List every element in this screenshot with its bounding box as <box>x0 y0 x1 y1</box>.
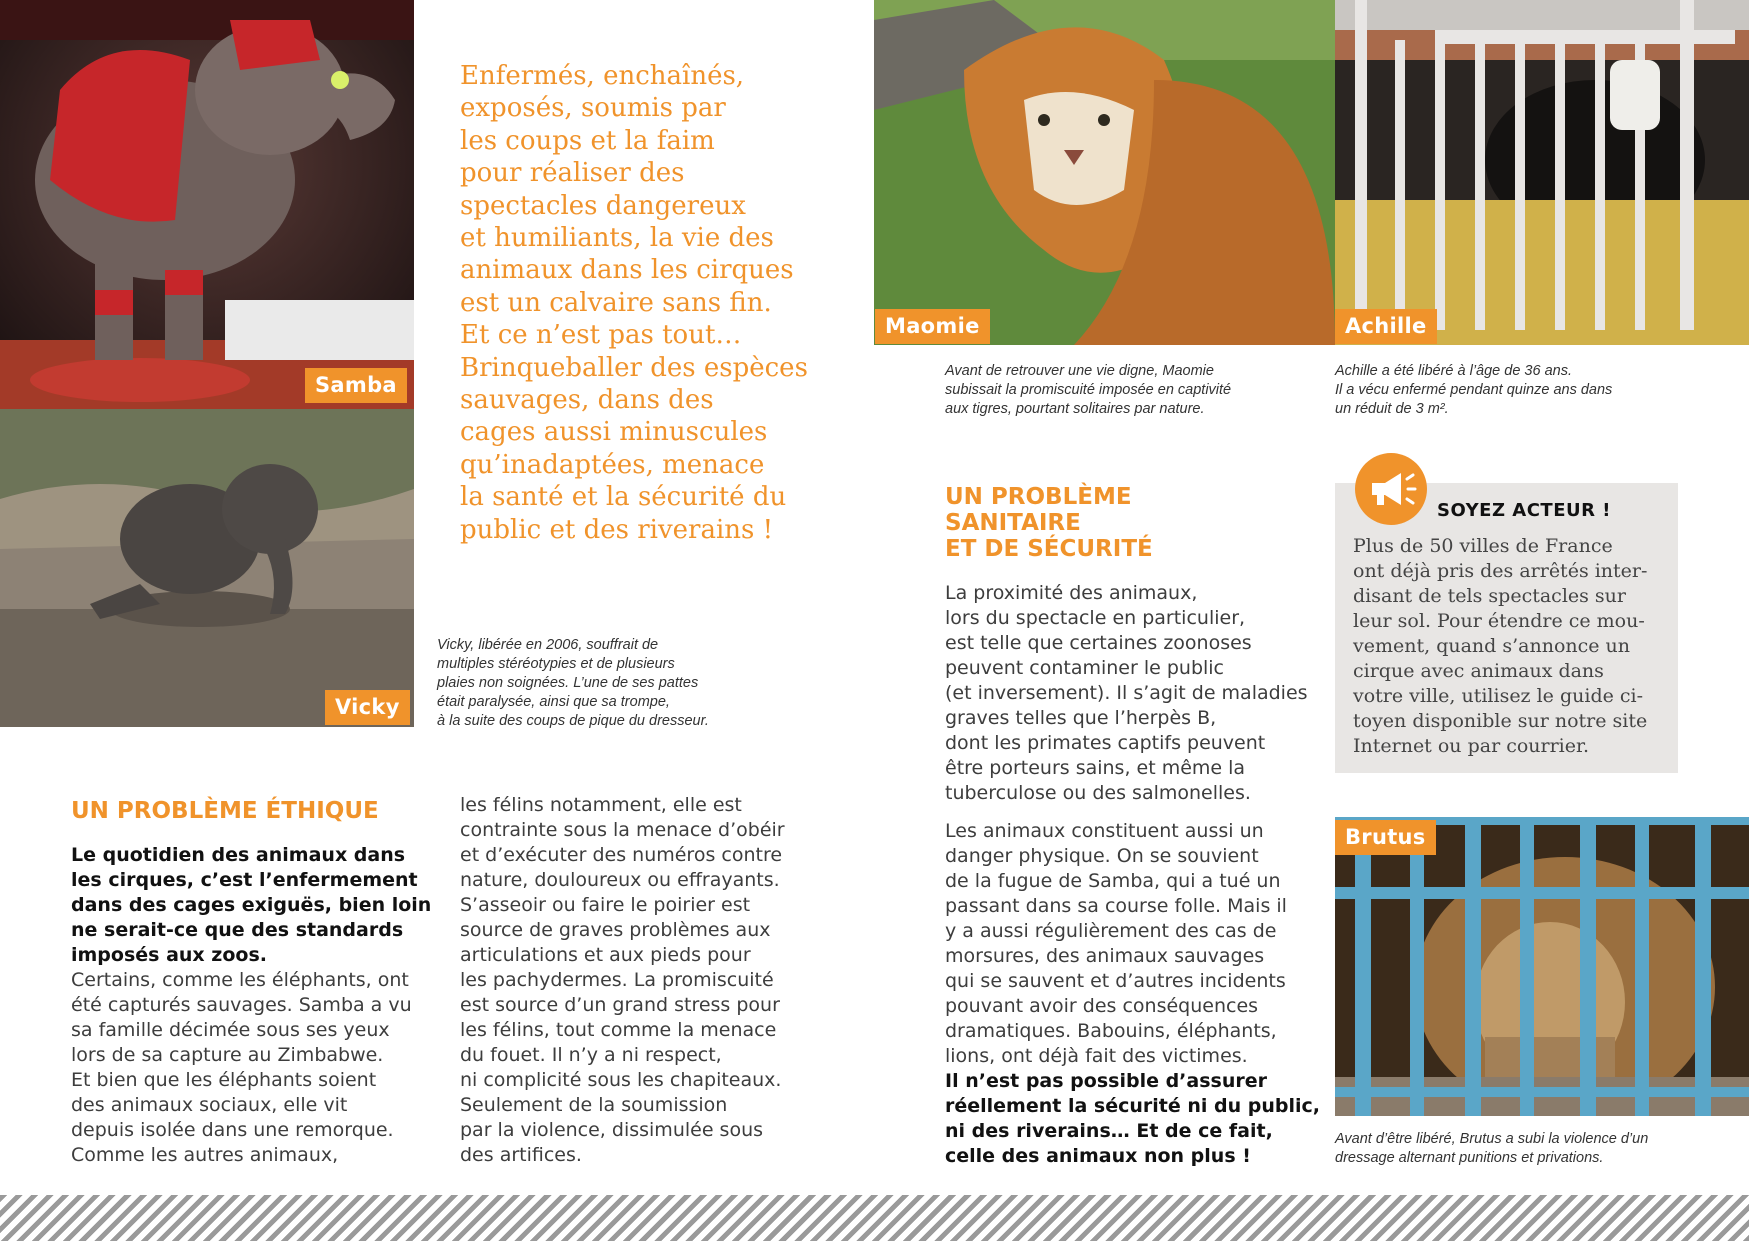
intro-line: sauvages, dans des <box>460 385 714 416</box>
samba-label: Samba <box>305 368 407 403</box>
maomie-photo <box>874 0 1335 345</box>
cta-box <box>1335 483 1678 773</box>
intro-line: Et ce n’est pas tout… <box>460 320 742 351</box>
samba-photo <box>0 0 414 409</box>
achille-caption: Achille a été libéré à l’âge de 36 ans. Il a vécu enfermé pendant quinze ans dans un réduit de 3 m². <box>1335 363 1613 417</box>
vicky-photo <box>0 409 414 727</box>
intro-line: est un calvaire sans fin. <box>460 287 772 318</box>
sanitaire-para2: Les animaux constituent aussi un danger physique. On se souvient de la fugue de Samba, qui a tué un passant dans sa course folle. Mais il y a aussi régulièrement des cas de morsures, des animaux sauvages qui se sauvent et d’autres incidents pouvant avoir des conséquences dramatiques. Babouins, éléphants, lions, ont déjà fait des victimes. Il n’est pas possible d’assurer réellement la sécurité ni du public, ni des riverains… Et de ce fait, celle des animaux non plus ! <box>945 820 1320 1167</box>
cta-title: SOYEZ ACTEUR ! <box>1437 500 1611 521</box>
cta-body: Plus de 50 villes de France ont déjà pris des arrêtés inter- disant de tels spectacles sur leur sol. Pour étendre ce mou- vement, quand s’annonce un cirque avec animaux dans votre ville, utilisez le guide ci- toyen disponible sur notre site Internet ou par courrier. <box>1353 535 1648 757</box>
intro-line: les coups et la faim <box>460 125 715 156</box>
ethique-col2: les félins notamment, elle est contrainte sous la menace d’obéir et d’exécuter des numéros contre nature, douloureux ou effrayants. S’asseoir ou faire le poirier est source de graves problèmes aux articulations et aux pieds pour les pachydermes. La promiscuité est source d’un grand stress pour les félins, tout comme la menace du fouet. Il n’y a ni respect, ni complicité sous les chapiteaux. Seulement de la soumission par la violence, dissimulée sous des artifices. <box>460 794 785 1166</box>
sanitaire-para1: La proximité des animaux, lors du spectacle en particulier, est telle que certaines zoonoses peuvent contaminer le public (et inversement). Il s’agit de maladies graves telles que l’herpès B, dont les primates captifs peuvent être porteurs sains, et même la tuberculose ou des salmonelles. <box>945 582 1308 804</box>
vicky-caption: Vicky, libérée en 2006, souffrait de multiples stéréotypies et de plusieurs plaies non soignées. L’une de ses pattes était paralysée, ainsi que sa trompe, à la suite des coups de pique du dresseur. <box>437 637 709 729</box>
brutus-label: Brutus <box>1335 820 1436 855</box>
intro-line: Brinqueballer des espèces <box>460 352 808 383</box>
sanitaire-heading: UN PROBLÈME SANITAIRE ET DE SÉCURITÉ <box>945 484 1153 562</box>
ethique-heading: UN PROBLÈME ÉTHIQUE <box>71 798 379 824</box>
intro-text <box>460 60 808 546</box>
intro-line: public et des riverains ! <box>460 514 774 545</box>
intro-line: spectacles dangereux <box>460 190 746 221</box>
intro-line: la santé et la sécurité du <box>460 482 787 513</box>
intro-line: qu’inadaptées, menace <box>460 449 765 480</box>
brutus-caption: Avant d’être libéré, Brutus a subi la violence d’un dressage alternant punitions et privations. <box>1335 1131 1649 1166</box>
achille-label: Achille <box>1335 309 1437 344</box>
megaphone-icon <box>1355 453 1427 525</box>
achille-photo <box>1335 0 1749 345</box>
intro-line: pour réaliser des <box>460 158 685 189</box>
vicky-label: Vicky <box>325 690 410 725</box>
maomie-caption: Avant de retrouver une vie digne, Maomie subissait la promiscuité imposée en captivité aux tigres, pourtant solitaires par nature. <box>945 363 1232 417</box>
brutus-photo <box>1335 817 1749 1116</box>
footer-stripes <box>0 1195 1749 1241</box>
intro-line: exposés, soumis par <box>460 93 726 124</box>
intro-line: cages aussi minuscules <box>460 417 768 448</box>
maomie-label: Maomie <box>875 309 990 344</box>
intro-line: animaux dans les cirques <box>460 255 794 286</box>
ethique-col1: Le quotidien des animaux dans les cirques, c’est l’enfermement dans des cages exiguës, bien loin ne serait-ce que des standards imposés aux zoos. Certains, comme les éléphants, ont été capturés sauvages. Samba a vu sa famille décimée sous ses yeux lors de sa capture au Zimbabwe. Et bien que les éléphants soient des animaux sociaux, elle vit depuis isolée dans une remorque. Comme les autres animaux, <box>71 844 432 1166</box>
intro-line: et humiliants, la vie des <box>460 223 774 254</box>
intro-line: Enfermés, enchaînés, <box>460 61 745 91</box>
